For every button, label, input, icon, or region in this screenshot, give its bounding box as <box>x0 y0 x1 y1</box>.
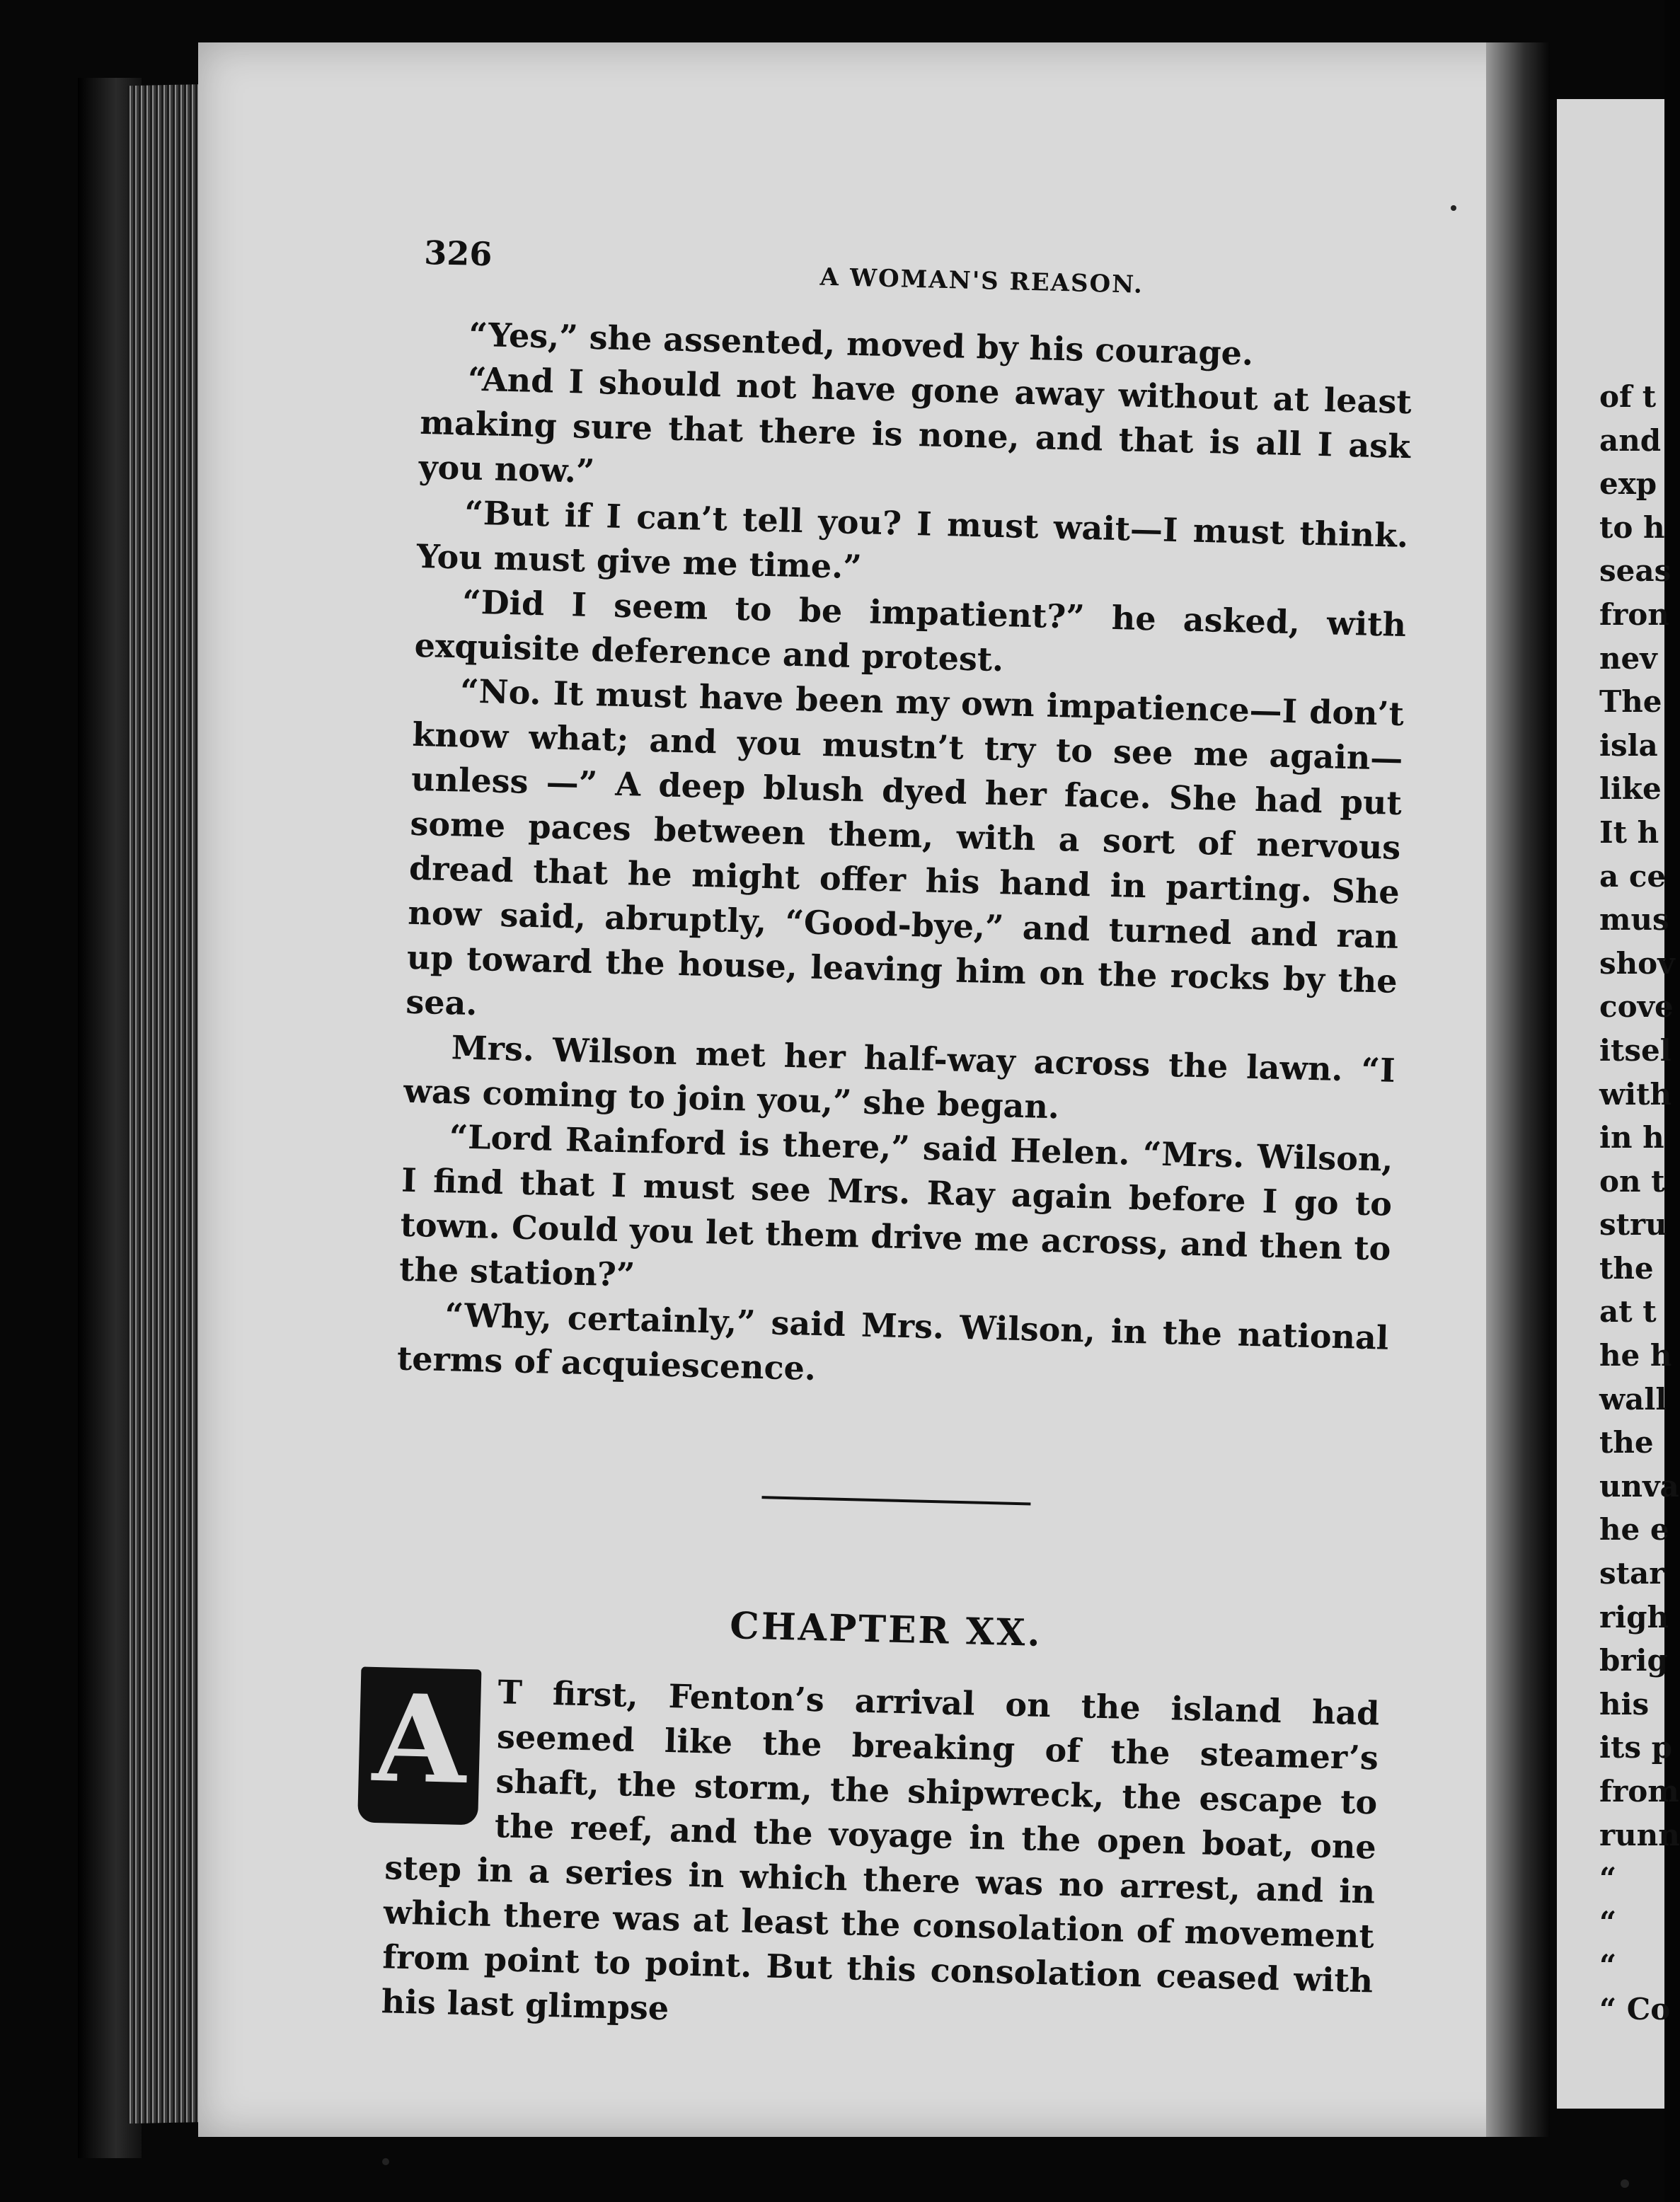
facing-line: fron <box>1599 596 1669 632</box>
facing-line: exp <box>1599 466 1657 502</box>
facing-line: nev <box>1599 640 1657 676</box>
facing-line: isla <box>1599 727 1658 763</box>
facing-line: unva <box>1599 1468 1679 1504</box>
paragraph: “But if I can’t tell you? I must wait—I must think. You must give me time.” <box>416 493 1409 587</box>
facing-page-text <box>1599 375 1680 2031</box>
facing-line: “ <box>1599 1948 1617 1983</box>
facing-line: shov <box>1599 945 1675 981</box>
facing-line: with <box>1599 1076 1672 1112</box>
facing-line: and <box>1599 422 1662 458</box>
facing-line: wall <box>1599 1381 1667 1417</box>
facing-line: in h <box>1599 1120 1664 1155</box>
facing-line: seas <box>1599 553 1672 589</box>
paragraph: “No. It must have been my own impatience—I don’t know what; and you mustn’t try to see me again—unless —” A deep blush dyed her face. She had put some paces between them, with a sort of nervous dread that he might offer his hand in parting. She now said, abruptly, “Good-bye,” and turned and ran up toward the house, leaving him on the rocks by the sea. <box>405 671 1405 1023</box>
scan-speck <box>1451 205 1456 211</box>
paragraph: “Yes,” she assented, moved by his courage. <box>468 315 1254 373</box>
facing-line: from <box>1599 1774 1679 1809</box>
facing-line: righ <box>1599 1599 1669 1635</box>
book-gutter <box>1486 42 1550 2137</box>
facing-line: “ Co <box>1599 1991 1671 2027</box>
facing-line: a ce <box>1599 858 1667 894</box>
facing-line: It h <box>1599 814 1659 850</box>
facing-line: runn <box>1599 1817 1680 1852</box>
facing-line: at t <box>1599 1294 1657 1330</box>
facing-line: he e <box>1599 1512 1669 1547</box>
chapter-title: CHAPTER XX. <box>729 1604 1043 1655</box>
page-number: 326 <box>423 234 493 274</box>
paragraph: “Did I seem to be impatient?” he asked, with exquisite deference and protest. <box>414 582 1407 679</box>
paragraph: “And I should not have gone away without at least making sure that there is none, and that is all I ask you now.” <box>418 359 1413 490</box>
scan-speck <box>382 2158 389 2165</box>
chapter-opening-paragraph: T first, Fenton’s arrival on the island had seemed like the breaking of the steamer’s shaft, the storm, the shipwreck, the escape to the reef, and the voyage in the open boat, one step in a series in which there was no arrest, and in which there was at least the consolation of movement from point to point. But this consolation ceased with his last glimpse <box>381 1673 1380 2028</box>
facing-line: “ <box>1599 1861 1617 1896</box>
running-title: A WOMAN'S REASON. <box>819 263 1144 299</box>
facing-line: the <box>1599 1425 1654 1460</box>
facing-line: mus <box>1599 902 1669 938</box>
facing-line: “ <box>1599 1904 1617 1939</box>
facing-line: brig <box>1599 1643 1668 1678</box>
section-divider <box>761 1496 1030 1505</box>
facing-line: the <box>1599 1250 1654 1286</box>
facing-line: his <box>1599 1686 1650 1722</box>
facing-line: on t <box>1599 1163 1665 1199</box>
facing-line: he h <box>1599 1338 1672 1373</box>
paragraph: “Lord Rainford is there,” said Helen. “Mrs. Wilson, I find that I must see Mrs. Ray again before I go to town. Could you let them drive me across, and then to the station?” <box>398 1117 1394 1294</box>
facing-line: like <box>1599 771 1662 807</box>
facing-line: its p <box>1599 1730 1672 1765</box>
paragraph: Mrs. Wilson met her half-way across the lawn. “I was coming to join you,” she began. <box>403 1028 1396 1126</box>
scan-speck <box>1621 2179 1629 2188</box>
facing-line: The <box>1599 684 1662 720</box>
chapter-body <box>371 1667 1380 2048</box>
facing-line: stru <box>1599 1207 1667 1243</box>
facing-line: of t <box>1599 379 1657 414</box>
ornate-dropcap <box>357 1666 481 1825</box>
page-content <box>371 234 1415 2048</box>
facing-line: cove <box>1599 989 1674 1025</box>
paragraph: “Why, certainly,” said Mrs. Wilson, in the national terms of acquiescence. <box>396 1296 1389 1388</box>
dropcap-letter: A <box>371 1667 468 1812</box>
facing-line: star <box>1599 1556 1665 1591</box>
facing-line: to h <box>1599 509 1665 545</box>
facing-line: itsel <box>1599 1032 1672 1068</box>
